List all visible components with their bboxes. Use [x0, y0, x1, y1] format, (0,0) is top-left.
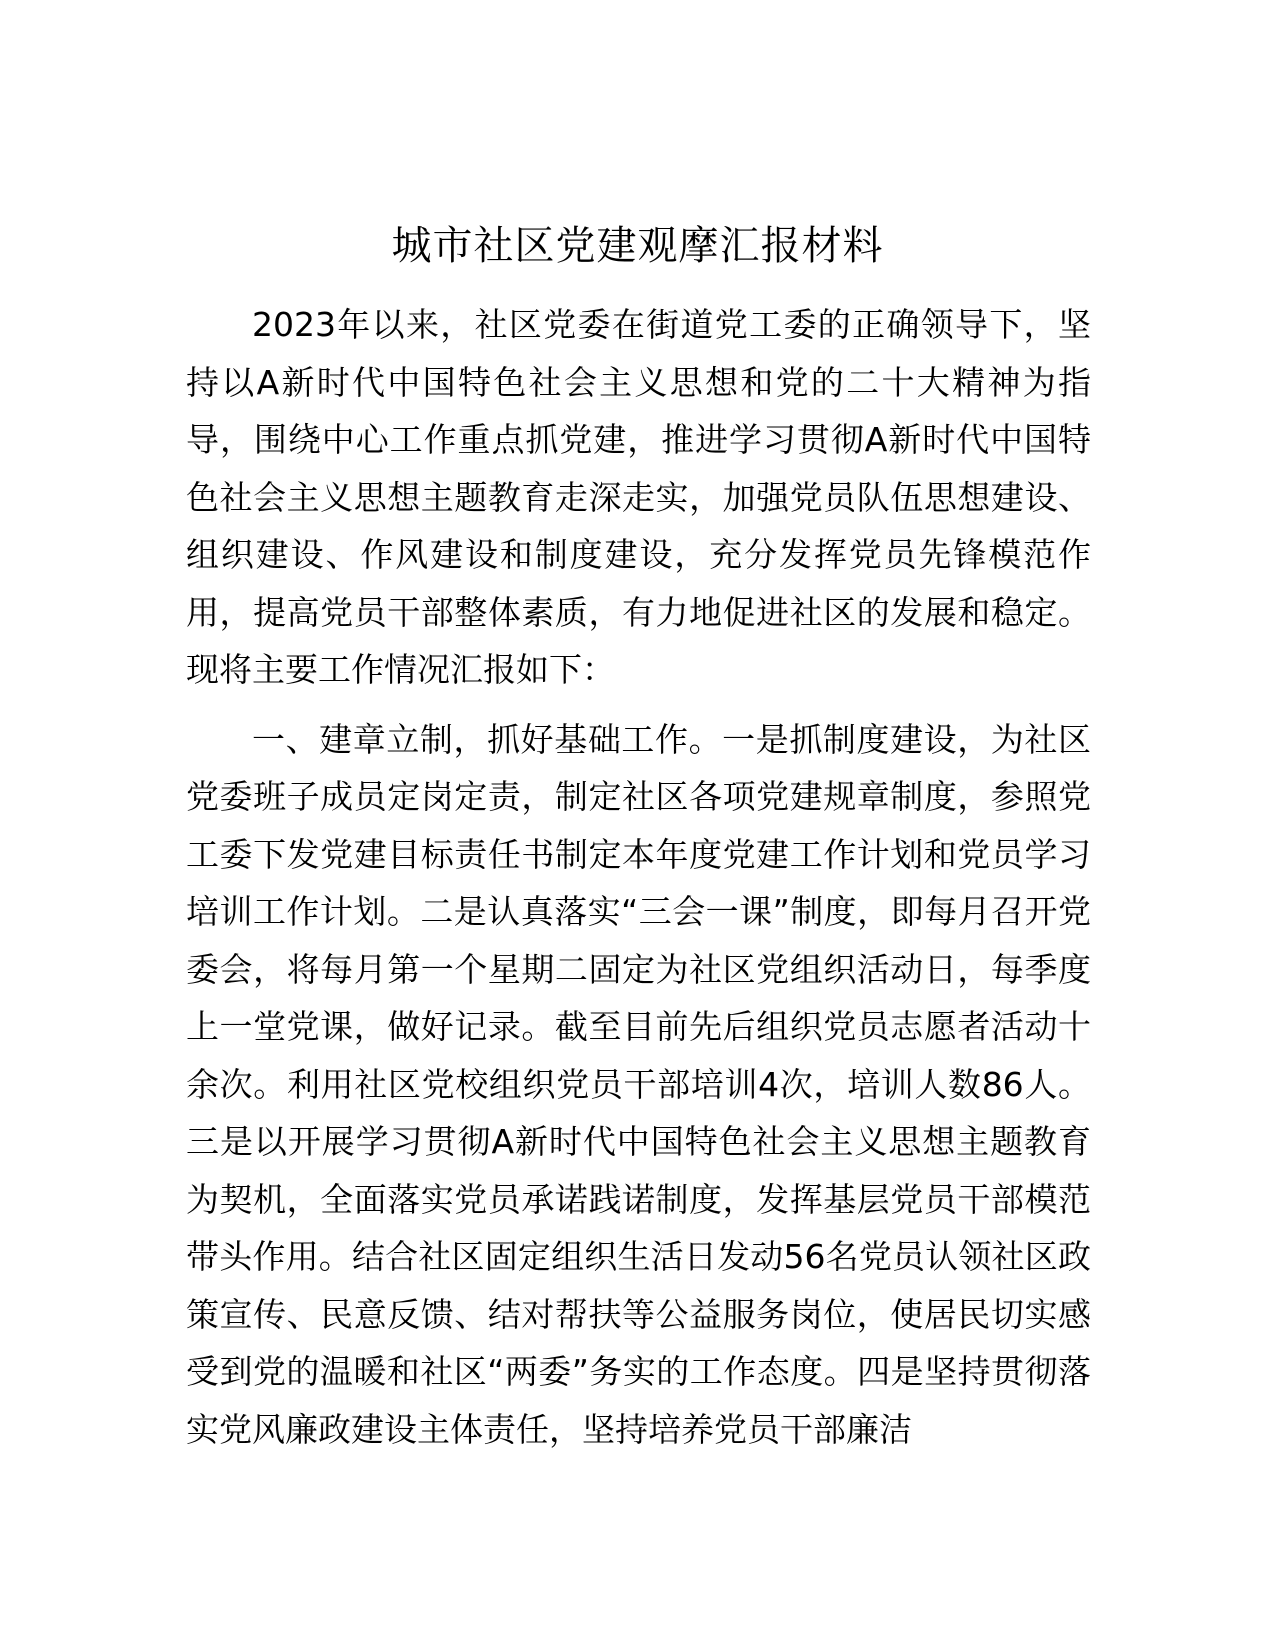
paragraph-section-one: 一、建章立制，抓好基础工作。一是抓制度建设，为社区党委班子成员定岗定责，制定社区各项党建规章制度，参照党工委下发党建目标责任书制定本年度党建工作计划和党员学习培训工作计划。二是认真落实“三会一课”制度，即每月召开党委会，将每月第一个星期二固定为社区党组织活动日，每季度上一堂党课，做好记录。截至目前先后组织党员志愿者活动十余次。利用社区党校组织党员干部培训4次，培训人数86人。三是以开展学习贯彻A新时代中国特色社会主义思想主题教育为契机，全面落实党员承诺践诺制度，发挥基层党员干部模范带头作用。结合社区固定组织生活日发动56名党员认领社区政策宣传、民意反馈、结对帮扶等公益服务岗位，使居民切实感受到党的温暖和社区“两委”务实的工作态度。四是坚持贯彻落实党风廉政建设主体责任，坚持培养党员干部廉洁 — [186, 719, 1091, 1449]
document-title: 城市社区党建观摩汇报材料 — [391, 223, 884, 269]
document-body — [186, 296, 1091, 1470]
paragraph-intro: 2023年以来，社区党委在街道党工委的正确领导下，坚持以A新时代中国特色社会主义思想和党的二十大精神为指导，围绕中心工作重点抓党建，推进学习贯彻A新时代中国特色社会主义思想主题教育走深走实，加强党员队伍思想建设、组织建设、作风建设和制度建设，充分发挥党员先锋模范作用，提高党员干部整体素质，有力地促进社区的发展和稳定。现将主要工作情况汇报如下： — [186, 305, 1091, 689]
